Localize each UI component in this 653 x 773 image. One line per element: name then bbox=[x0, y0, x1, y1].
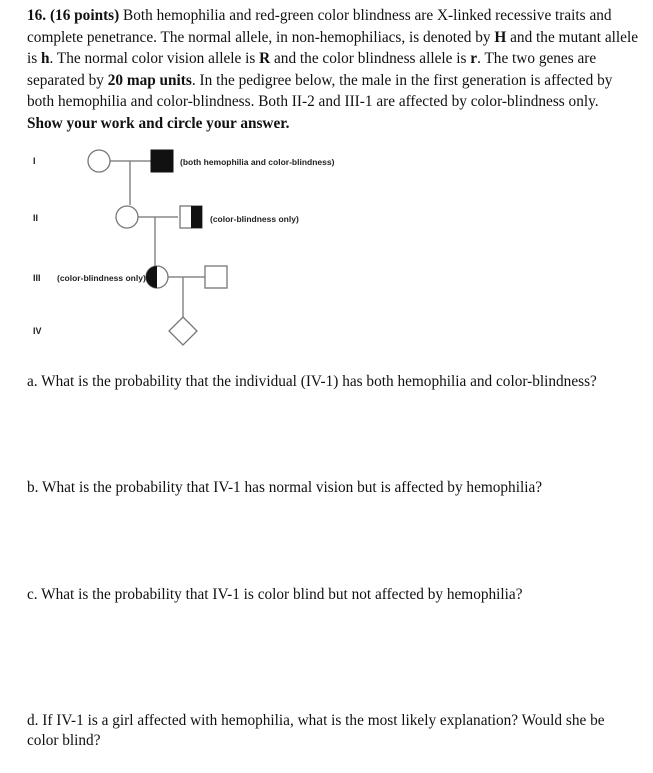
gen-II-male-colorblind bbox=[180, 206, 202, 228]
gen-I-male-affected bbox=[151, 150, 173, 172]
allele-h: h bbox=[41, 50, 50, 67]
problem-text-6: . In the pedigree below, the male in the first generation is affected by both hemophilia and color-blindness. Both II-2 and III-1 are affected by color-blindness only. bbox=[27, 71, 613, 110]
allele-R: R bbox=[259, 50, 271, 67]
question-a: a. What is the probability that the individual (IV-1) has both hemophilia and color-blindness? bbox=[27, 373, 597, 390]
problem-points: (16 points) bbox=[49, 7, 120, 24]
question-c: c. What is the probability that IV-1 is color blind but not affected by hemophilia? bbox=[27, 586, 523, 603]
generation-label-III: III bbox=[33, 273, 41, 283]
question-d: d. If IV-1 is a girl affected with hemophilia, what is the most likely explanation? Would she be color blind? bbox=[27, 712, 605, 749]
pedigree-chart bbox=[0, 0, 653, 360]
generation-label-IV: IV bbox=[33, 326, 42, 336]
map-units: 20 map units bbox=[107, 71, 192, 89]
gen-II-female bbox=[116, 206, 138, 228]
gen-III-male bbox=[205, 266, 227, 288]
question-b: b. What is the probability that IV-1 has normal vision but is affected by hemophilia? bbox=[27, 479, 543, 496]
instruction: Show your work and circle your answer. bbox=[27, 114, 290, 132]
problem-text-2: and the mutant allele is bbox=[27, 28, 638, 67]
problem-number: 16. bbox=[27, 7, 47, 24]
problem-text-4: and the color blindness allele is bbox=[270, 50, 471, 67]
allele-H: H bbox=[494, 28, 507, 46]
problem-text-3: . The normal color vision allele is bbox=[49, 50, 260, 67]
problem-text-1: Both hemophilia and red-green color blindness are X-linked recessive traits and complete penetrance. The normal allele, in non-hemophiliacs, is denoted by bbox=[27, 7, 612, 46]
gen-I-female bbox=[88, 150, 110, 172]
allele-r: r bbox=[470, 50, 478, 67]
gen-III-female-colorblind bbox=[146, 266, 168, 288]
gen-II-male-label: (color-blindness only) bbox=[210, 214, 299, 224]
generation-label-I: I bbox=[33, 156, 36, 166]
gen-III-label: (color-blindness only) bbox=[57, 273, 146, 283]
gen-IV-individual bbox=[169, 317, 197, 345]
problem-text-5: . The two genes are separated by bbox=[27, 50, 597, 89]
generation-label-II: II bbox=[33, 213, 39, 223]
gen-I-male-label: (both hemophilia and color-blindness) bbox=[180, 157, 335, 167]
